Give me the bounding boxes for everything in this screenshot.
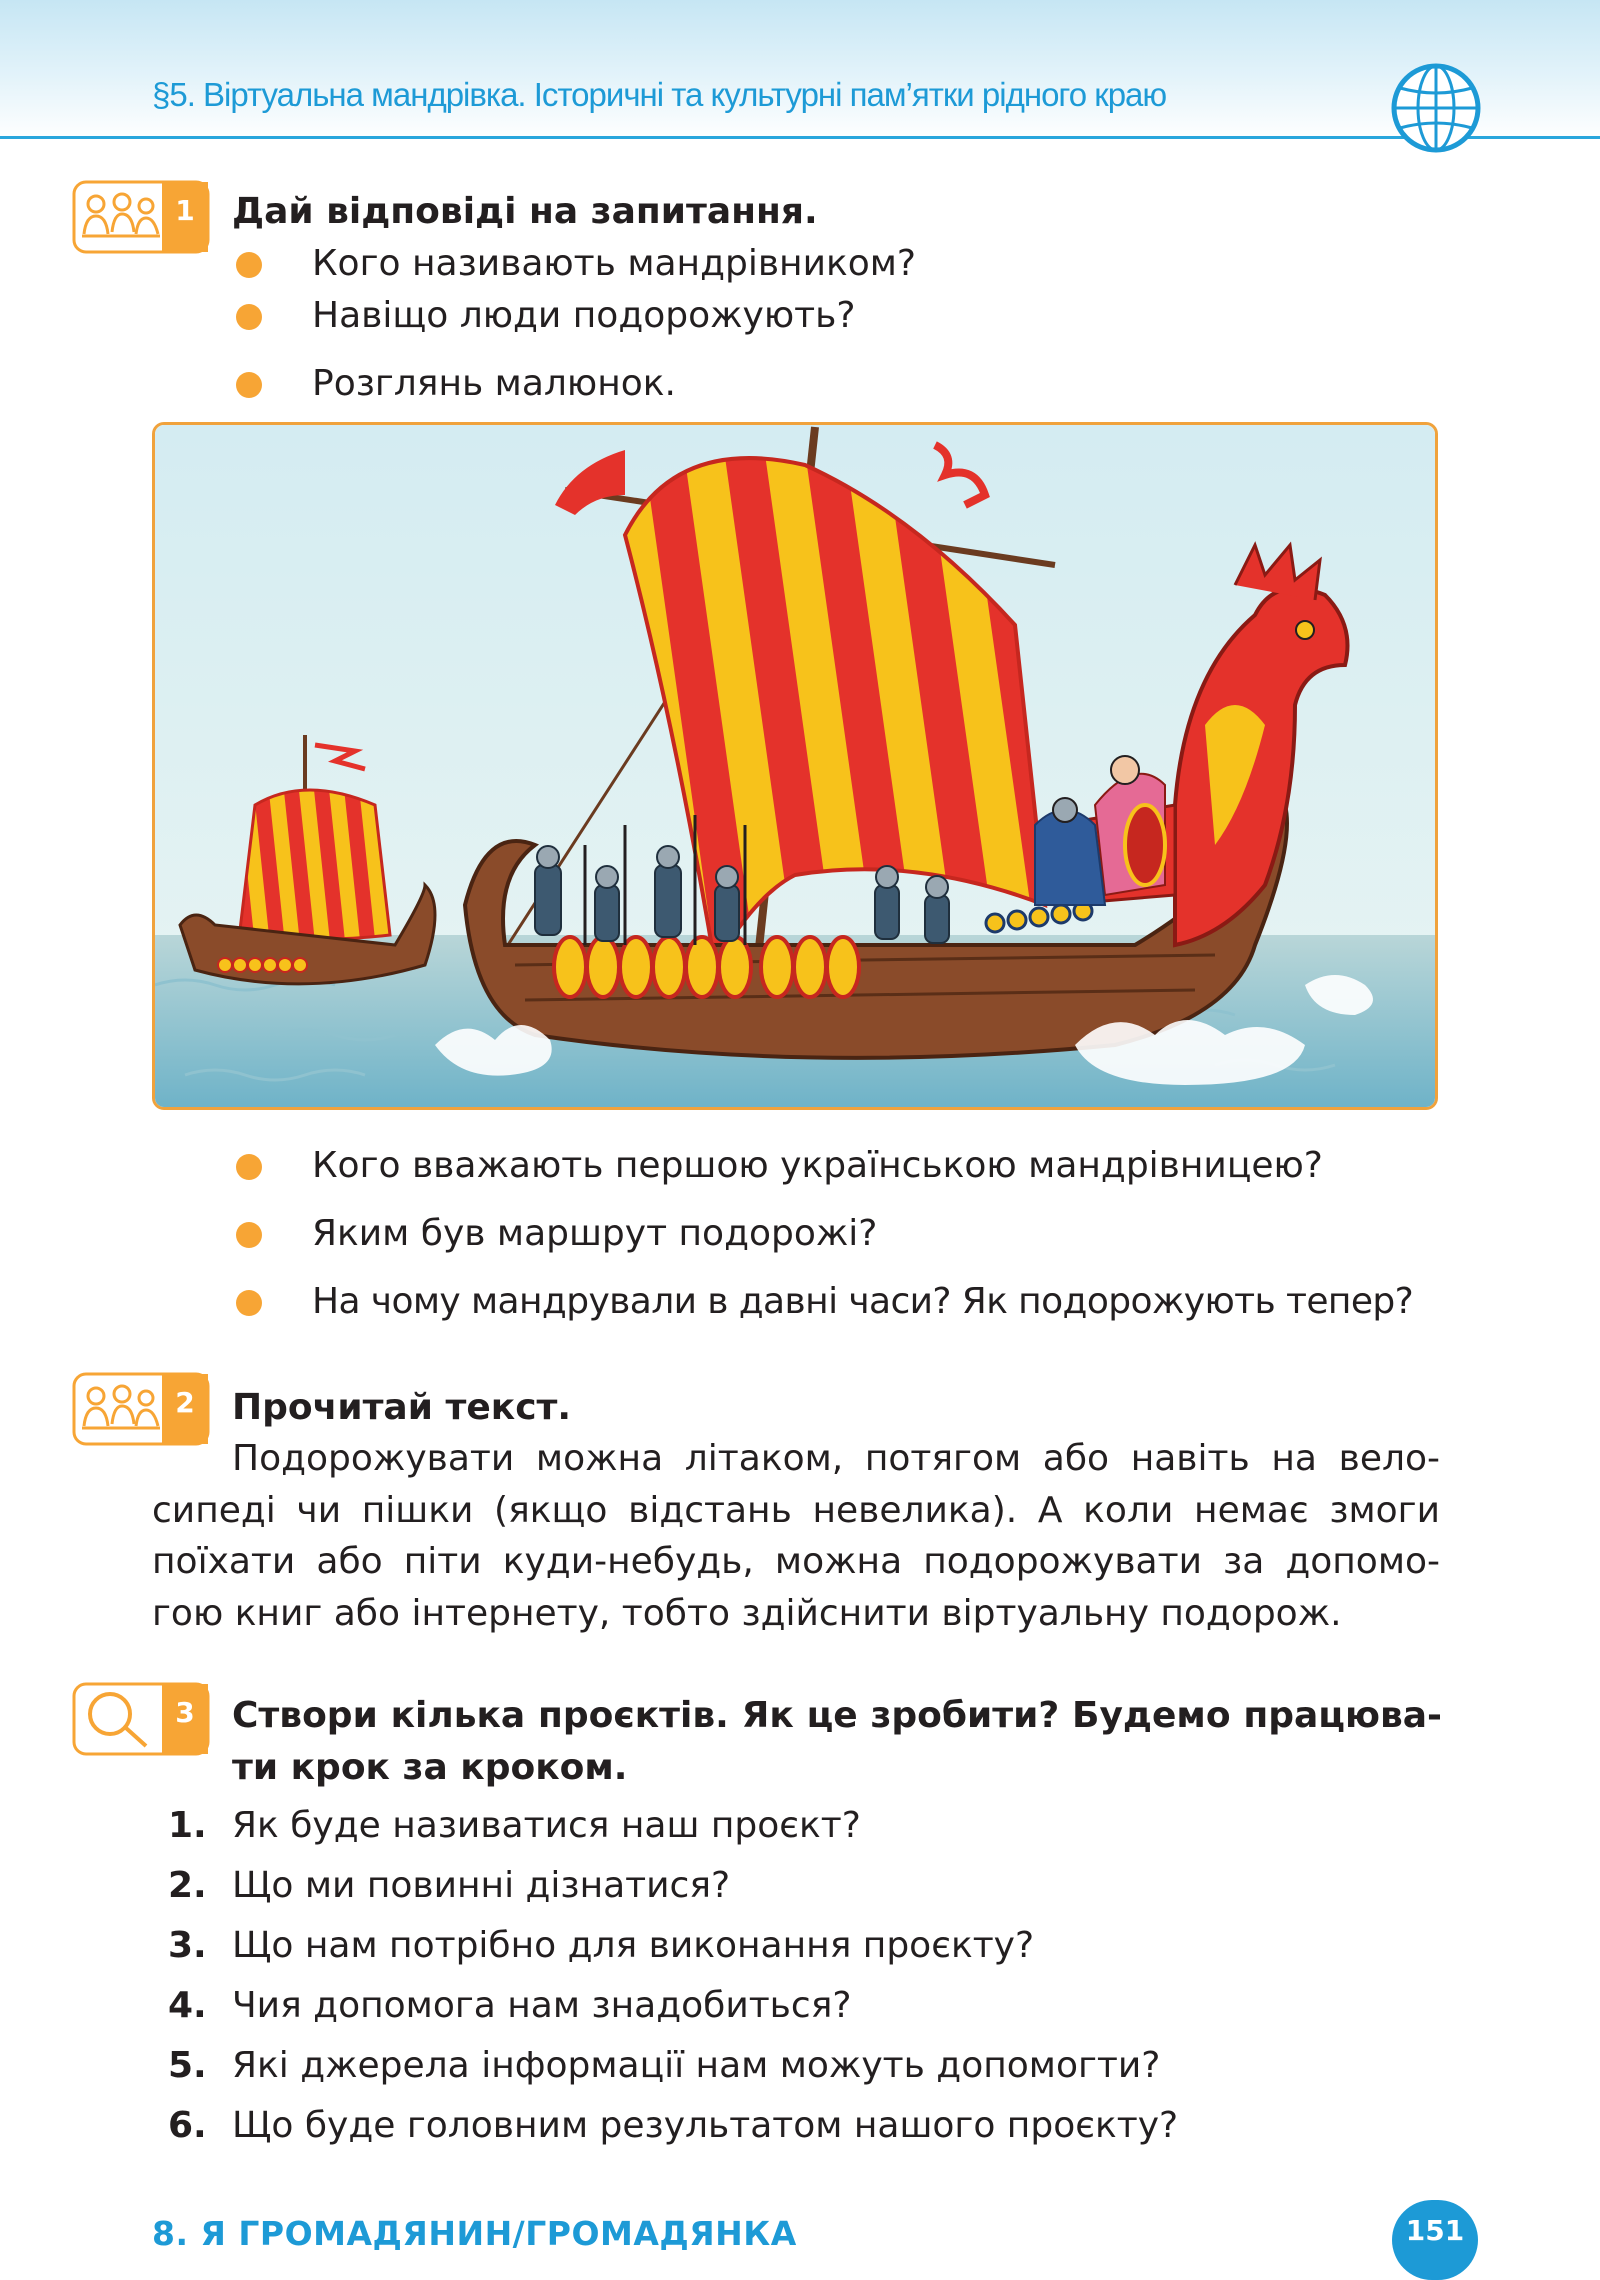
- bullet-icon: [236, 1154, 262, 1180]
- task-title: Створи кілька проєктів. Як це зробити? Будемо працюва-: [232, 1695, 1442, 1736]
- bullet-icon: [236, 1290, 262, 1316]
- viking-ships-illustration: [152, 422, 1438, 1110]
- reading-text: Подорожувати можна літаком, потягом або навіть на вело- сипеді чи пішки (якщо відстань невелика). А коли немає змоги поїхати або піти куди-небудь, можна подорожувати за допомо- гою книг або інтернету, тобто здійснити віртуальну подорож.: [152, 1438, 1440, 1634]
- task-title-continued: ти крок за кроком.: [232, 1747, 628, 1788]
- bullet-icon: [236, 1222, 262, 1248]
- task-title: Прочитай текст.: [232, 1387, 572, 1428]
- page-number-badge: [1392, 2200, 1478, 2280]
- viking-ships-image: [155, 425, 1435, 1107]
- section-label: 8. Я ГРОМАДЯНИН/ГРОМАДЯНКА: [152, 2214, 797, 2253]
- task-title: Дай відповіді на запитання.: [232, 191, 818, 232]
- header-divider: [0, 136, 1600, 139]
- bullet-icon: [236, 252, 262, 278]
- task-number: 2: [175, 1386, 195, 1419]
- task-number: 3: [175, 1696, 195, 1729]
- page-title: §5. Віртуальна мандрівка. Історичні та культурні пам’ятки рідного краю: [152, 76, 1167, 113]
- task-number: 1: [175, 194, 195, 227]
- header-band: [0, 0, 1600, 140]
- page-number: 151: [1405, 2214, 1465, 2247]
- bullet-icon: [236, 372, 262, 398]
- bullet-icon: [236, 304, 262, 330]
- globe-icon: [1390, 62, 1482, 154]
